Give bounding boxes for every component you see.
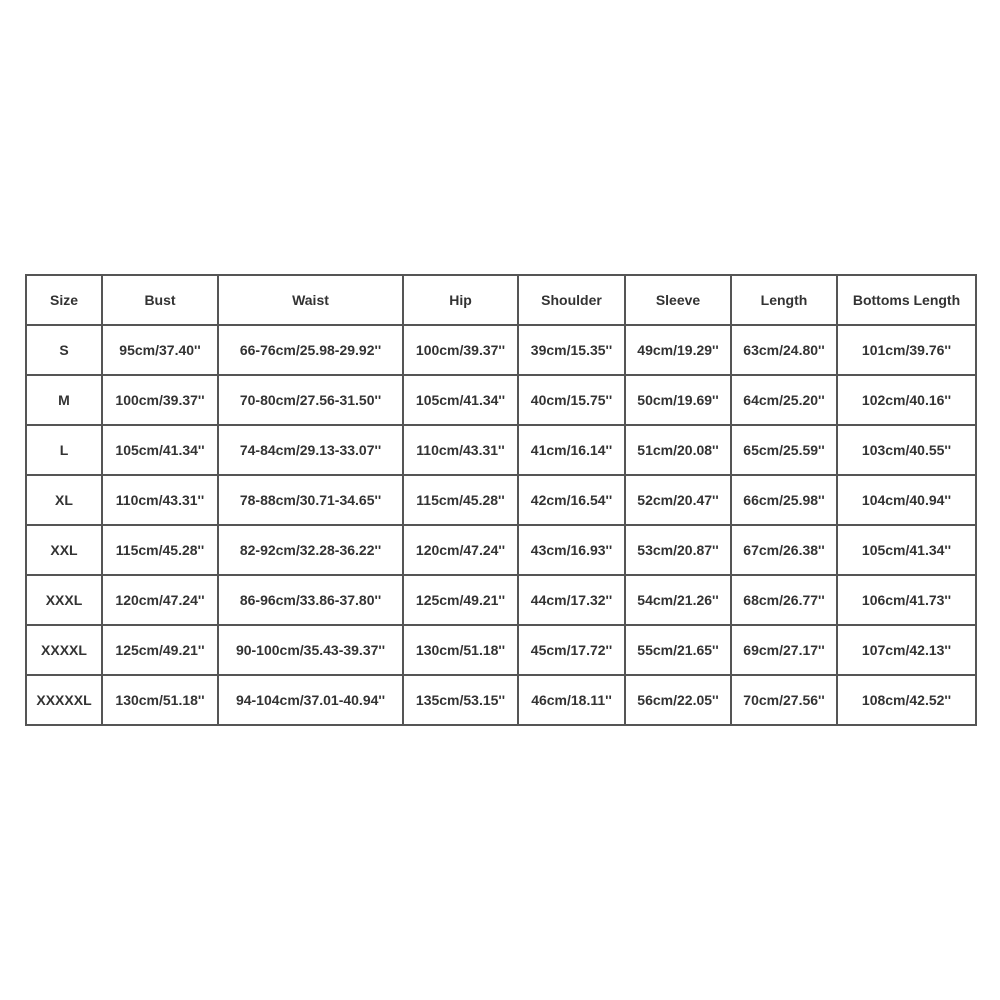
cell-shoulder: 43cm/16.93'' <box>518 525 625 575</box>
header-cell-bottoms-length: Bottoms Length <box>837 275 976 325</box>
cell-size: XXL <box>26 525 102 575</box>
cell-length: 63cm/24.80'' <box>731 325 837 375</box>
table-row <box>26 625 976 675</box>
cell-bust: 125cm/49.21'' <box>102 625 218 675</box>
cell-hip: 105cm/41.34'' <box>403 375 518 425</box>
size-chart-body <box>26 325 976 725</box>
header-cell-sleeve: Sleeve <box>625 275 731 325</box>
cell-size: L <box>26 425 102 475</box>
header-row <box>26 275 976 325</box>
cell-sleeve: 54cm/21.26'' <box>625 575 731 625</box>
table-row <box>26 425 976 475</box>
cell-bust: 120cm/47.24'' <box>102 575 218 625</box>
cell-size: XXXXXL <box>26 675 102 725</box>
cell-shoulder: 40cm/15.75'' <box>518 375 625 425</box>
cell-sleeve: 55cm/21.65'' <box>625 625 731 675</box>
cell-bottoms-length: 103cm/40.55'' <box>837 425 976 475</box>
cell-bottoms-length: 104cm/40.94'' <box>837 475 976 525</box>
cell-bottoms-length: 108cm/42.52'' <box>837 675 976 725</box>
cell-hip: 115cm/45.28'' <box>403 475 518 525</box>
cell-length: 64cm/25.20'' <box>731 375 837 425</box>
cell-size: M <box>26 375 102 425</box>
cell-waist: 78-88cm/30.71-34.65'' <box>218 475 403 525</box>
cell-bottoms-length: 105cm/41.34'' <box>837 525 976 575</box>
cell-shoulder: 46cm/18.11'' <box>518 675 625 725</box>
header-cell-waist: Waist <box>218 275 403 325</box>
table-row <box>26 575 976 625</box>
cell-waist: 90-100cm/35.43-39.37'' <box>218 625 403 675</box>
cell-bust: 115cm/45.28'' <box>102 525 218 575</box>
table-row <box>26 375 976 425</box>
table-row <box>26 675 976 725</box>
table-row <box>26 325 976 375</box>
cell-bust: 95cm/37.40'' <box>102 325 218 375</box>
header-cell-size: Size <box>26 275 102 325</box>
cell-size: XXXXL <box>26 625 102 675</box>
cell-bust: 100cm/39.37'' <box>102 375 218 425</box>
header-cell-hip: Hip <box>403 275 518 325</box>
cell-sleeve: 50cm/19.69'' <box>625 375 731 425</box>
cell-hip: 110cm/43.31'' <box>403 425 518 475</box>
table-row <box>26 475 976 525</box>
cell-shoulder: 39cm/15.35'' <box>518 325 625 375</box>
header-cell-length: Length <box>731 275 837 325</box>
cell-sleeve: 56cm/22.05'' <box>625 675 731 725</box>
cell-waist: 86-96cm/33.86-37.80'' <box>218 575 403 625</box>
cell-size: XXXL <box>26 575 102 625</box>
cell-length: 68cm/26.77'' <box>731 575 837 625</box>
cell-hip: 130cm/51.18'' <box>403 625 518 675</box>
cell-hip: 135cm/53.15'' <box>403 675 518 725</box>
header-cell-shoulder: Shoulder <box>518 275 625 325</box>
cell-hip: 120cm/47.24'' <box>403 525 518 575</box>
cell-length: 67cm/26.38'' <box>731 525 837 575</box>
cell-bust: 130cm/51.18'' <box>102 675 218 725</box>
cell-sleeve: 52cm/20.47'' <box>625 475 731 525</box>
cell-shoulder: 45cm/17.72'' <box>518 625 625 675</box>
cell-length: 70cm/27.56'' <box>731 675 837 725</box>
cell-waist: 66-76cm/25.98-29.92'' <box>218 325 403 375</box>
cell-bottoms-length: 101cm/39.76'' <box>837 325 976 375</box>
cell-waist: 82-92cm/32.28-36.22'' <box>218 525 403 575</box>
cell-shoulder: 44cm/17.32'' <box>518 575 625 625</box>
cell-waist: 70-80cm/27.56-31.50'' <box>218 375 403 425</box>
cell-bust: 105cm/41.34'' <box>102 425 218 475</box>
cell-sleeve: 49cm/19.29'' <box>625 325 731 375</box>
cell-waist: 74-84cm/29.13-33.07'' <box>218 425 403 475</box>
cell-bottoms-length: 107cm/42.13'' <box>837 625 976 675</box>
cell-length: 69cm/27.17'' <box>731 625 837 675</box>
cell-hip: 125cm/49.21'' <box>403 575 518 625</box>
cell-waist: 94-104cm/37.01-40.94'' <box>218 675 403 725</box>
size-chart-table <box>25 274 977 726</box>
cell-shoulder: 41cm/16.14'' <box>518 425 625 475</box>
header-cell-bust: Bust <box>102 275 218 325</box>
table-row <box>26 525 976 575</box>
cell-length: 66cm/25.98'' <box>731 475 837 525</box>
cell-hip: 100cm/39.37'' <box>403 325 518 375</box>
size-chart-container <box>25 274 975 726</box>
cell-length: 65cm/25.59'' <box>731 425 837 475</box>
cell-size: XL <box>26 475 102 525</box>
cell-bottoms-length: 106cm/41.73'' <box>837 575 976 625</box>
cell-shoulder: 42cm/16.54'' <box>518 475 625 525</box>
cell-size: S <box>26 325 102 375</box>
cell-bust: 110cm/43.31'' <box>102 475 218 525</box>
cell-bottoms-length: 102cm/40.16'' <box>837 375 976 425</box>
cell-sleeve: 53cm/20.87'' <box>625 525 731 575</box>
cell-sleeve: 51cm/20.08'' <box>625 425 731 475</box>
